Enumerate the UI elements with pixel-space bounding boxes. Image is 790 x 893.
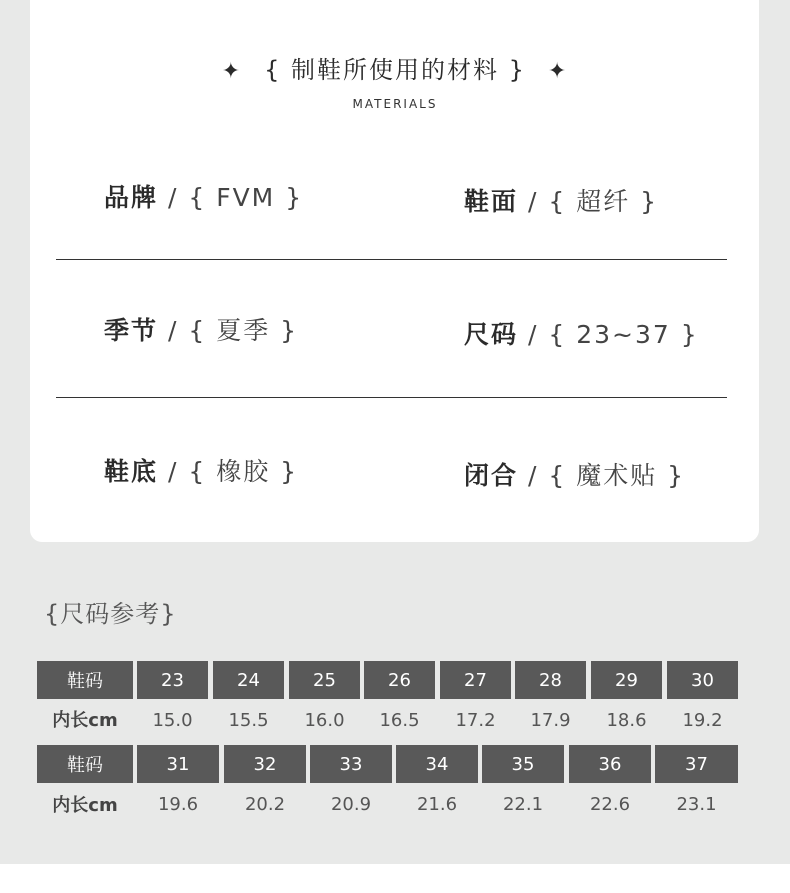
property-sep: / — [158, 316, 189, 345]
materials-title: { 制鞋所使用的材料 } — [264, 56, 526, 84]
size-header-label: 鞋码 — [37, 745, 133, 783]
property-sep: / — [518, 320, 549, 349]
materials-subtitle: MATERIALS — [352, 97, 438, 111]
property-size — [464, 315, 699, 351]
property-value: { 橡胶 } — [188, 457, 299, 486]
size-cell: 33 — [310, 745, 392, 783]
length-cell: 15.0 — [152, 709, 193, 731]
property-sole — [104, 452, 298, 488]
star-icon: ✦ — [547, 59, 569, 84]
property-sep: / — [518, 461, 549, 490]
length-row-label: 内长cm — [52, 710, 118, 731]
property-sep: / — [158, 457, 189, 486]
property-value: { 超纤 } — [548, 187, 659, 216]
size-cell: 32 — [224, 745, 306, 783]
length-cell: 20.2 — [244, 793, 286, 815]
property-key: 鞋面 — [464, 187, 519, 216]
property-upper — [464, 182, 658, 218]
length-cell: 15.5 — [228, 709, 269, 731]
size-header-label: 鞋码 — [37, 661, 133, 699]
size-cell: 35 — [482, 745, 564, 783]
length-cell: 17.2 — [455, 709, 496, 731]
size-cell: 23 — [137, 661, 208, 699]
length-row-label: 内长cm — [52, 795, 118, 816]
divider-line — [56, 259, 727, 260]
size-cell: 27 — [440, 661, 511, 699]
property-brand — [104, 178, 303, 214]
length-cell: 22.6 — [589, 793, 631, 815]
property-key: 品牌 — [104, 183, 159, 212]
property-key: 闭合 — [464, 461, 519, 490]
size-cell: 30 — [667, 661, 738, 699]
star-icon: ✦ — [221, 59, 243, 84]
property-key: 季节 — [104, 316, 159, 345]
size-cell: 25 — [289, 661, 360, 699]
size-cell: 29 — [591, 661, 662, 699]
property-value: { FVM } — [188, 183, 304, 212]
length-cell: 22.1 — [502, 793, 544, 815]
size-cell: 26 — [364, 661, 435, 699]
materials-title-row — [0, 50, 790, 85]
length-cell: 19.6 — [157, 793, 199, 815]
length-cell: 19.2 — [682, 709, 723, 731]
property-key: 尺码 — [464, 320, 519, 349]
size-cell: 36 — [569, 745, 651, 783]
length-cell: 17.9 — [530, 709, 571, 731]
size-cell: 28 — [515, 661, 586, 699]
property-value: { 魔术贴 } — [548, 461, 686, 490]
length-cell: 18.6 — [606, 709, 647, 731]
length-cell: 21.6 — [416, 793, 458, 815]
property-key: 鞋底 — [104, 457, 159, 486]
length-cell: 23.1 — [676, 793, 717, 815]
size-reference-title: {尺码参考} — [44, 600, 177, 628]
property-closure — [464, 456, 685, 492]
property-value: { 夏季 } — [188, 316, 299, 345]
length-cell: 20.9 — [330, 793, 372, 815]
divider-line — [56, 397, 727, 398]
size-cell: 24 — [213, 661, 284, 699]
property-season — [104, 311, 298, 347]
size-cell: 37 — [655, 745, 738, 783]
property-value: { 23~37 } — [548, 320, 699, 349]
property-sep: / — [518, 187, 549, 216]
size-cell: 31 — [137, 745, 219, 783]
length-cell: 16.5 — [379, 709, 420, 731]
length-cell: 16.0 — [304, 709, 345, 731]
property-sep: / — [158, 183, 189, 212]
size-cell: 34 — [396, 745, 478, 783]
